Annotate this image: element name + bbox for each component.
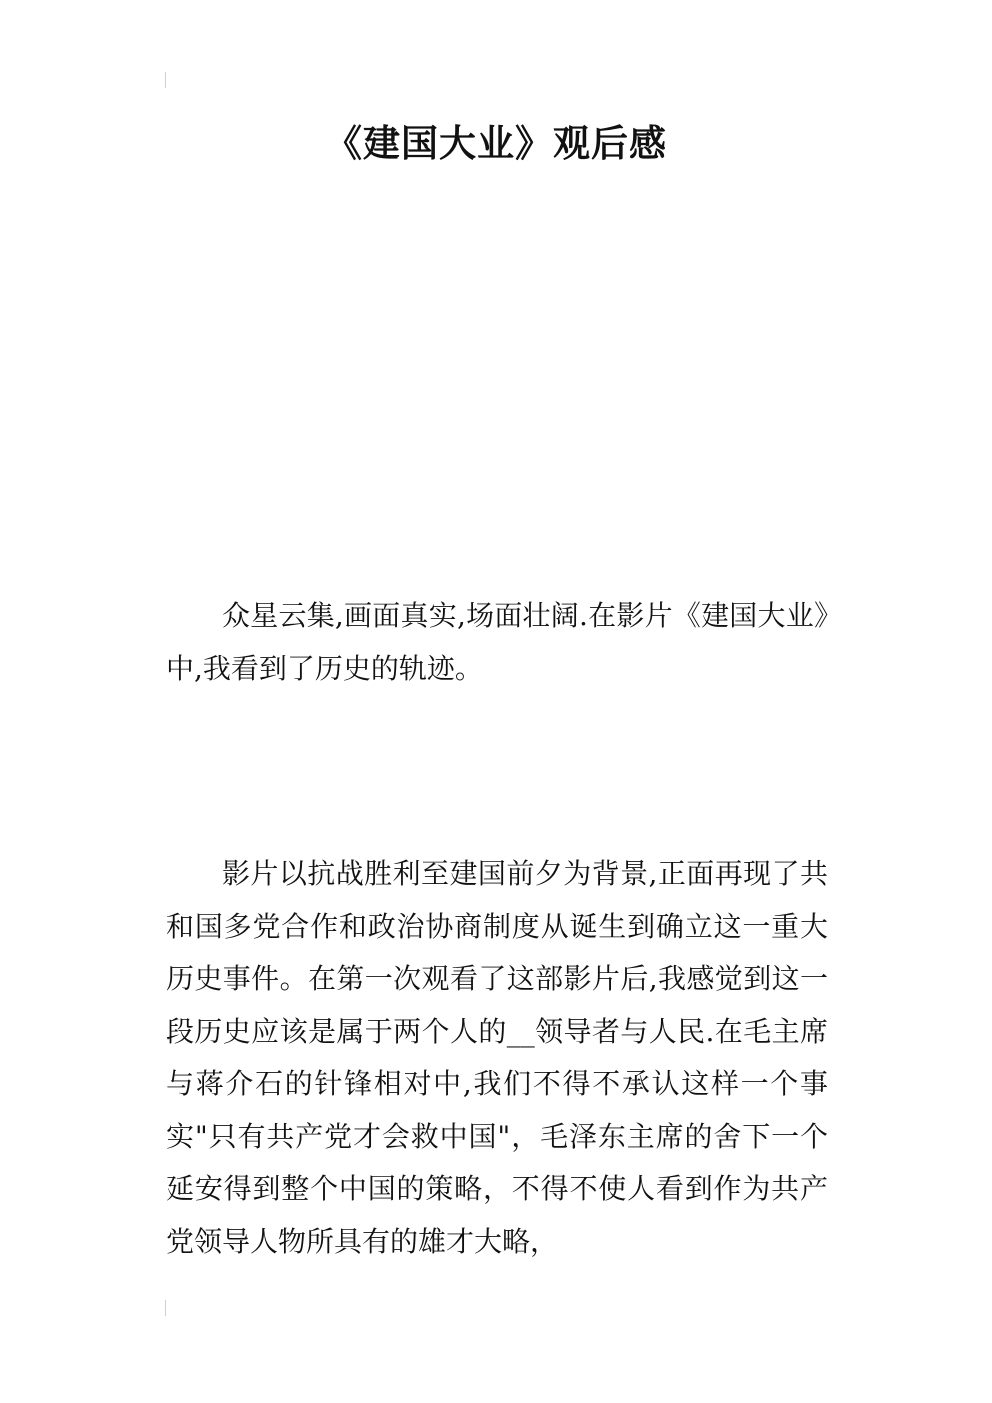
- paragraph-intro: 众星云集,画面真实,场面壮阔.在影片《建国大业》中,我看到了历史的轨迹。: [166, 599, 828, 685]
- document-title: 《建国大业》观后感: [325, 122, 667, 165]
- paragraph-body: 影片以抗战胜利至建国前夕为背景,正面再现了共和国多党合作和政治协商制度从诞生到确立这一重大历史事件。在第一次观看了这部影片后,我感觉到这一段历史应该是属于两个人的__领导者与人民.在毛主席与蒋介石的针锋相对中,我们不得不承认这样一个事实"只有共产党才会救中国"，毛泽东主席的舍下一个延安得到整个中国的策略，不得不使人看到作为共产党领导人物所具有的雄才大略，: [166, 857, 828, 1258]
- page-edge-mark-bottom: [165, 1300, 166, 1316]
- page-edge-mark-top: [165, 72, 166, 88]
